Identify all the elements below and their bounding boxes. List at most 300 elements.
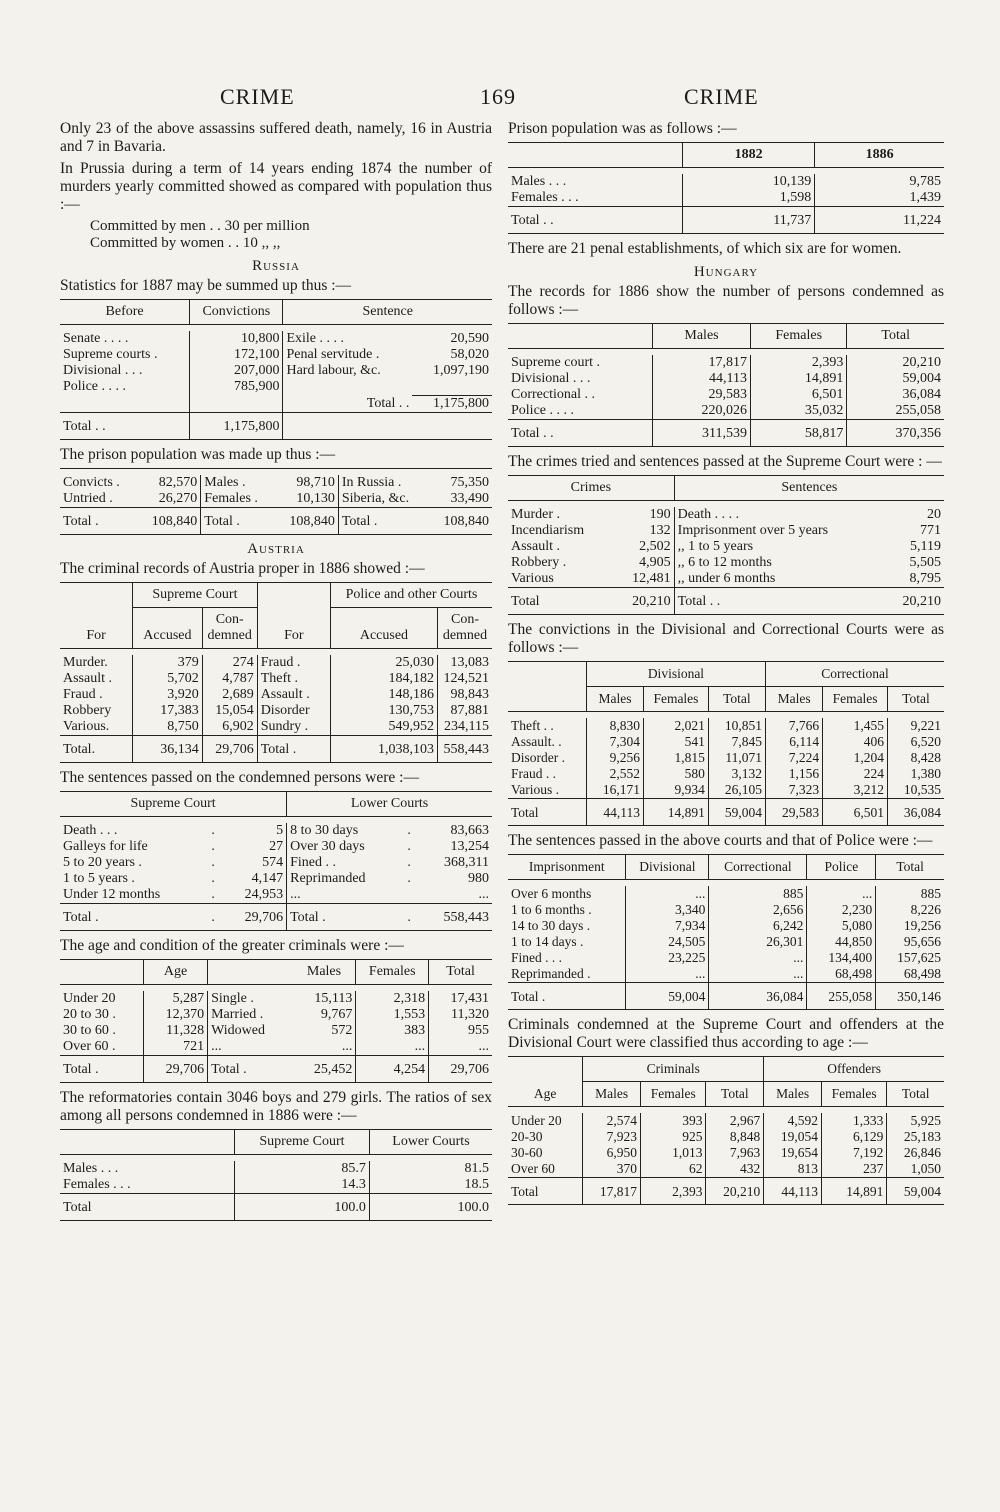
table-cell: 5,080 xyxy=(807,918,876,934)
table-cell: Sundry . xyxy=(257,719,330,736)
col-header: Total xyxy=(706,1082,764,1107)
table-cell: Police . . . . xyxy=(511,403,574,418)
table-row xyxy=(60,331,492,347)
table-row xyxy=(508,918,944,934)
table-cell: Fined . . . xyxy=(511,950,563,965)
table-cell: 3,212 xyxy=(823,782,888,799)
table-row xyxy=(60,1039,492,1056)
page-number: 169 xyxy=(480,84,516,109)
table-cell: 7,766 xyxy=(766,718,823,734)
hungary-age-table xyxy=(508,1056,944,1205)
table-cell: Males . . . xyxy=(63,1160,119,1176)
table-cell: Over 6 months xyxy=(511,886,592,901)
table-row xyxy=(60,655,492,671)
table-cell: 8,226 xyxy=(876,902,944,918)
table-cell: 29,706 xyxy=(144,1055,208,1082)
table-cell: Total . xyxy=(201,507,275,534)
paragraph: The convictions in the Divisional and Correctional Courts were as follows :— xyxy=(508,621,944,656)
table-cell: Convicts . xyxy=(63,474,120,490)
table-cell: 1,439 xyxy=(815,190,944,207)
table-cell: 29,706 xyxy=(222,903,287,930)
table-cell: Incendiarism xyxy=(511,523,585,538)
col-header: Con-demned xyxy=(438,607,493,648)
table-cell: . xyxy=(208,903,222,930)
table-cell: 885 xyxy=(876,886,944,902)
total-row xyxy=(60,735,492,762)
table-cell: 5,702 xyxy=(133,671,203,687)
table-cell: 26,846 xyxy=(887,1145,944,1161)
table-cell: 20 to 30 . xyxy=(63,1006,116,1022)
table-cell: Assault . xyxy=(63,670,112,686)
col-header: Divisional xyxy=(586,662,765,687)
table-cell: Fraud . . xyxy=(511,766,556,781)
table-cell: 26,301 xyxy=(709,934,807,950)
table-cell: 20,590 xyxy=(450,331,489,346)
col-header: 1882 xyxy=(683,143,815,168)
col-header: Total xyxy=(887,687,944,712)
austria-sentences-table xyxy=(60,791,492,931)
table-cell: 1,175,800 xyxy=(412,395,492,412)
table-cell: . xyxy=(407,838,411,854)
table-cell: 1,204 xyxy=(823,750,888,766)
table-cell: Assault. . xyxy=(511,734,562,749)
table-cell: 8 to 30 days xyxy=(287,823,405,839)
col-header: For xyxy=(257,582,330,648)
table-cell: 925 xyxy=(641,1129,706,1145)
table-cell: 59,004 xyxy=(626,983,709,1010)
table-cell xyxy=(283,379,412,395)
table-cell: Various . xyxy=(511,782,559,797)
table-cell: 574 xyxy=(262,854,284,870)
table-cell: Reprimanded . xyxy=(511,966,591,981)
table-cell: 1,553 xyxy=(356,1007,429,1023)
table-cell: Total xyxy=(508,799,586,826)
total-row xyxy=(60,903,492,930)
table-cell: 6,114 xyxy=(766,734,823,750)
paragraph: The sentences passed on the condemned persons were :— xyxy=(60,768,419,786)
table-row xyxy=(60,491,492,508)
table-cell: 2,552 xyxy=(586,766,643,782)
table-cell: ,, 1 to 5 years xyxy=(674,539,884,555)
table-row xyxy=(60,887,492,904)
table-cell: Total . . xyxy=(283,395,412,412)
austria-sex-ratio-table xyxy=(60,1129,492,1221)
paragraph: In Prussia during a term of 14 years ending 1874 the number of murders yearly committed showed as compared with population thus :— xyxy=(60,160,492,213)
table-cell: 20,210 xyxy=(706,1178,764,1205)
col-header: Males xyxy=(583,1082,641,1107)
col-header: Total xyxy=(847,324,944,349)
table-cell: 27 xyxy=(269,838,284,854)
table-row xyxy=(508,766,944,782)
hungary-sentences-table xyxy=(508,854,944,1010)
table-cell: 14,891 xyxy=(644,799,709,826)
table-cell: 1,038,103 xyxy=(330,735,437,762)
table-cell: 368,311 xyxy=(444,854,489,870)
section-heading-austria: Austria xyxy=(247,540,305,557)
table-cell: 955 xyxy=(429,1023,492,1039)
table-cell: . xyxy=(211,822,215,838)
col-header: Total xyxy=(887,1082,944,1107)
left-column xyxy=(60,120,492,1227)
col-header: Females xyxy=(821,1082,886,1107)
table-row xyxy=(60,703,492,719)
table-cell: ... xyxy=(626,966,709,983)
table-cell: Over 30 days xyxy=(287,839,405,855)
table-cell: 157,625 xyxy=(876,950,944,966)
table-cell xyxy=(412,379,492,395)
table-cell: 19,256 xyxy=(876,918,944,934)
table-cell: 4,787 xyxy=(202,671,257,687)
table-cell: Murder. xyxy=(63,654,108,670)
table-cell: 11,328 xyxy=(144,1023,208,1039)
table-cell: 14,891 xyxy=(751,371,847,387)
table-cell: 87,881 xyxy=(438,703,493,719)
table-cell: 29,583 xyxy=(766,799,823,826)
table-cell: 370 xyxy=(583,1161,641,1178)
table-cell: 432 xyxy=(706,1161,764,1178)
table-cell: Disorder . xyxy=(511,750,565,765)
table-cell: 124,521 xyxy=(438,671,493,687)
table-cell: 85.7 xyxy=(235,1161,370,1177)
table-cell: Total . xyxy=(508,983,626,1010)
table-cell: . xyxy=(211,854,215,870)
table-cell: 59,004 xyxy=(887,1178,944,1205)
table-cell: Supreme court . xyxy=(511,355,601,370)
table-cell: 5 to 20 years . xyxy=(63,854,142,870)
table-cell: 36,134 xyxy=(133,735,203,762)
table-cell: 5,505 xyxy=(909,555,941,570)
col-header: Lower Courts xyxy=(287,791,492,816)
table-cell: 2,393 xyxy=(641,1178,706,1205)
section-heading-russia: Russia xyxy=(252,258,300,274)
table-cell: 12,370 xyxy=(144,1007,208,1023)
table-cell: 11,737 xyxy=(683,207,815,234)
col-header: Total xyxy=(708,687,765,712)
table-cell: 541 xyxy=(644,734,709,750)
table-cell: 8,750 xyxy=(133,719,203,736)
table-cell: 10,535 xyxy=(887,782,944,799)
table-cell: Exile . . . . xyxy=(283,331,412,347)
table-row xyxy=(60,823,492,839)
table-cell: 207,000 xyxy=(190,363,283,379)
total-row xyxy=(508,983,944,1010)
table-cell: 255,058 xyxy=(807,983,876,1010)
col-header: Males xyxy=(766,687,823,712)
col-header: Total xyxy=(429,959,492,984)
table-cell: 980 xyxy=(468,870,489,886)
table-cell: 274 xyxy=(202,655,257,671)
table-row xyxy=(60,347,492,363)
total-row xyxy=(60,412,492,439)
table-cell: 14.3 xyxy=(235,1177,370,1194)
table-cell: ... xyxy=(341,1038,353,1054)
paragraph: The records for 1886 show the number of persons condemned as follows :— xyxy=(508,283,944,318)
col-header: Age xyxy=(144,959,208,984)
table-row xyxy=(508,571,944,588)
table-cell: 29,706 xyxy=(429,1055,492,1082)
table-cell: Imprisonment over 5 years xyxy=(674,523,884,539)
col-header: Criminals xyxy=(583,1057,764,1082)
col-header: Police and other Courts xyxy=(330,582,492,607)
col-header: Divisional xyxy=(626,855,709,880)
total-row xyxy=(508,588,944,615)
table-cell: 1,175,800 xyxy=(190,412,283,439)
table-cell: 1,097,190 xyxy=(433,363,489,378)
table-cell: Total . xyxy=(60,507,137,534)
table-cell: 10,130 xyxy=(296,490,335,506)
table-cell: Fraud . xyxy=(63,686,103,702)
right-column xyxy=(508,120,944,1211)
table-cell: 10,139 xyxy=(683,174,815,190)
table-cell: Fraud . xyxy=(257,655,330,671)
table-cell: ... xyxy=(356,1039,429,1056)
table-row xyxy=(508,403,944,420)
col-header: Accused xyxy=(133,607,203,648)
table-cell: 2,574 xyxy=(583,1113,641,1129)
austria-age-table xyxy=(60,959,492,1083)
table-cell: 100.0 xyxy=(235,1193,370,1220)
table-cell: 13,254 xyxy=(450,838,489,854)
table-cell: 2,230 xyxy=(807,902,876,918)
table-cell: 100.0 xyxy=(369,1193,492,1220)
table-cell: Females . . . xyxy=(63,1176,131,1192)
table-cell: 20,210 xyxy=(847,355,944,371)
table-cell: 8,848 xyxy=(706,1129,764,1145)
table-cell: 36,084 xyxy=(709,983,807,1010)
table-cell: Hard labour, &c. xyxy=(283,363,412,379)
table-cell: 29,583 xyxy=(653,387,751,403)
table-cell: Under 12 months xyxy=(63,886,161,902)
table-cell: 1,333 xyxy=(821,1113,886,1129)
table-row xyxy=(508,523,944,539)
table-cell: 393 xyxy=(641,1113,706,1129)
table-cell: 13,083 xyxy=(438,655,493,671)
table-cell xyxy=(404,887,418,904)
table-cell: 19,654 xyxy=(764,1145,822,1161)
table-cell: Disorder xyxy=(257,703,330,719)
table-cell: 6,950 xyxy=(583,1145,641,1161)
table-cell: 11,320 xyxy=(429,1007,492,1023)
table-cell: 148,186 xyxy=(330,687,437,703)
table-cell: Total . xyxy=(60,903,208,930)
table-cell: 30 to 60 . xyxy=(63,1022,116,1038)
table-cell: 44,850 xyxy=(807,934,876,950)
total-row xyxy=(60,507,492,534)
russia-convictions-table xyxy=(60,299,492,440)
table-cell: Senate . . . . xyxy=(63,331,129,346)
table-cell: . xyxy=(211,838,215,854)
table-cell: Robbery xyxy=(63,702,112,718)
col-header: Before xyxy=(60,300,190,325)
table-cell: 572 xyxy=(331,1022,353,1038)
table-cell: 5,119 xyxy=(910,539,941,554)
table-row xyxy=(60,379,492,395)
table-cell: Various xyxy=(511,571,554,586)
table-cell: 1 to 6 months . xyxy=(511,902,592,917)
col-header: Supreme Court xyxy=(235,1129,370,1154)
table-cell: 9,256 xyxy=(586,750,643,766)
table-cell: 7,304 xyxy=(586,734,643,750)
paragraph: Prison population was as follows :— xyxy=(508,120,737,137)
table-cell: 311,539 xyxy=(653,420,751,447)
subtotal-row xyxy=(60,395,492,412)
table-cell: 6,520 xyxy=(887,734,944,750)
table-cell: 15,113 xyxy=(314,990,353,1006)
table-cell: 44,113 xyxy=(764,1178,822,1205)
table-cell: Total. xyxy=(60,735,133,762)
col-header: Total xyxy=(876,855,944,880)
table-row xyxy=(508,750,944,766)
committed-by-women: Committed by women . . 10 ,, ,, xyxy=(90,235,281,251)
table-cell: ... xyxy=(709,950,807,966)
col-header: Age xyxy=(508,1057,583,1107)
table-cell: 35,032 xyxy=(751,403,847,420)
col-header: For xyxy=(60,582,133,648)
total-row xyxy=(508,207,944,234)
table-row xyxy=(508,782,944,799)
col-header: Sentences xyxy=(674,476,944,501)
table-cell: Total xyxy=(60,1193,235,1220)
table-row xyxy=(508,950,944,966)
table-cell: 17,817 xyxy=(583,1178,641,1205)
table-cell: ... xyxy=(626,886,709,902)
table-row xyxy=(508,718,944,734)
table-cell: 2,393 xyxy=(751,355,847,371)
table-cell: Divisional . . . xyxy=(511,371,591,386)
table-row xyxy=(60,1161,492,1177)
table-cell: 406 xyxy=(823,734,888,750)
table-row xyxy=(60,1007,492,1023)
table-cell: 19,054 xyxy=(764,1129,822,1145)
col-header: Imprisonment xyxy=(508,855,626,880)
paragraph: The age and condition of the greater criminals were :— xyxy=(60,936,404,954)
table-cell: 558,443 xyxy=(438,735,493,762)
table-cell xyxy=(283,412,412,439)
table-cell: Single . xyxy=(208,991,293,1007)
col-header: Correctional xyxy=(709,855,807,880)
table-cell: 558,443 xyxy=(418,903,492,930)
table-cell: Galleys for life xyxy=(63,838,148,854)
paragraph: Only 23 of the above assassins suffered death, namely, 16 in Austria and 7 in Bavaria. xyxy=(60,120,492,155)
section-heading-hungary: Hungary xyxy=(693,264,759,280)
table-cell: 15,054 xyxy=(202,703,257,719)
table-cell: 6,501 xyxy=(823,799,888,826)
table-cell: 29,706 xyxy=(202,735,257,762)
table-cell: Penal servitude . xyxy=(283,347,412,363)
table-row xyxy=(508,1129,944,1145)
table-cell: 17,817 xyxy=(653,355,751,371)
table-cell: . xyxy=(407,854,411,870)
prison-population-table xyxy=(508,142,944,234)
table-cell: 108,840 xyxy=(137,507,201,534)
table-cell: 108,840 xyxy=(275,507,339,534)
table-cell: 184,182 xyxy=(330,671,437,687)
table-cell: 5,287 xyxy=(144,991,208,1007)
paragraph: There are 21 penal establishments, of which six are for women. xyxy=(508,240,902,257)
col-header: Females xyxy=(644,687,709,712)
table-row xyxy=(508,734,944,750)
table-cell: ,, 6 to 12 months xyxy=(674,555,884,571)
table-cell: Assault . xyxy=(257,687,330,703)
table-cell: 30-60 xyxy=(511,1145,543,1160)
table-cell: 885 xyxy=(709,886,807,902)
table-cell: Theft . xyxy=(257,671,330,687)
table-cell: 10,800 xyxy=(190,331,283,347)
table-cell: 4,592 xyxy=(764,1113,822,1129)
table-cell: Total . xyxy=(257,735,330,762)
table-row xyxy=(60,687,492,703)
table-row xyxy=(508,355,944,371)
table-cell: Murder . xyxy=(511,507,560,522)
table-cell: Females . . . xyxy=(511,190,579,205)
col-header: Con-demned xyxy=(202,607,257,648)
russia-prison-table xyxy=(60,468,492,535)
col-header: Crimes xyxy=(508,476,674,501)
table-cell: 75,350 xyxy=(450,474,489,490)
table-cell: 95,656 xyxy=(876,934,944,950)
table-cell: 580 xyxy=(644,766,709,782)
table-cell: ... xyxy=(287,887,405,904)
table-cell: 134,400 xyxy=(807,950,876,966)
table-cell: 9,785 xyxy=(815,174,944,190)
total-row xyxy=(508,1178,944,1205)
austria-records-table xyxy=(60,582,492,763)
table-row xyxy=(60,991,492,1007)
table-cell: 108,840 xyxy=(429,507,492,534)
table-cell: 17,431 xyxy=(429,991,492,1007)
table-cell: Females . xyxy=(201,491,275,508)
col-header: Accused xyxy=(330,607,437,648)
table-cell: 2,967 xyxy=(706,1113,764,1129)
col-header: Lower Courts xyxy=(369,1129,492,1154)
table-cell: 7,323 xyxy=(766,782,823,799)
table-cell: Total . xyxy=(60,1055,144,1082)
table-cell: 237 xyxy=(821,1161,886,1178)
paragraph: Statistics for 1887 may be summed up thus :— xyxy=(60,277,352,294)
table-cell: Under 20 xyxy=(511,1113,562,1128)
col-header: Males xyxy=(653,324,751,349)
table-cell: 4,147 xyxy=(251,870,284,886)
table-row xyxy=(60,839,492,855)
table-cell: 20,210 xyxy=(614,588,674,615)
table-cell: 20,210 xyxy=(884,588,944,615)
total-row xyxy=(508,420,944,447)
table-cell: Reprimanded xyxy=(287,871,405,887)
table-cell: 721 xyxy=(144,1039,208,1056)
table-cell: 1,050 xyxy=(887,1161,944,1178)
table-cell: 255,058 xyxy=(847,403,944,420)
table-cell: Total . . xyxy=(508,420,653,447)
table-cell: ,, under 6 months xyxy=(674,571,884,588)
table-cell: 172,100 xyxy=(190,347,283,363)
table-cell: 20 xyxy=(927,507,941,522)
col-header: Females xyxy=(823,687,888,712)
table-cell: 26,270 xyxy=(158,490,198,506)
table-cell: 3,920 xyxy=(133,687,203,703)
table-cell: 11,071 xyxy=(708,750,765,766)
table-cell: 6,129 xyxy=(821,1129,886,1145)
table-cell: 2,021 xyxy=(644,718,709,734)
table-cell: Theft . . xyxy=(511,718,554,733)
table-cell: 383 xyxy=(356,1023,429,1039)
table-cell: 7,224 xyxy=(766,750,823,766)
table-cell: 350,146 xyxy=(876,983,944,1010)
table-cell: Total . . xyxy=(60,412,190,439)
table-row xyxy=(508,371,944,387)
col-header: 1886 xyxy=(815,143,944,168)
table-cell: Assault . xyxy=(511,539,560,554)
table-row xyxy=(508,934,944,950)
